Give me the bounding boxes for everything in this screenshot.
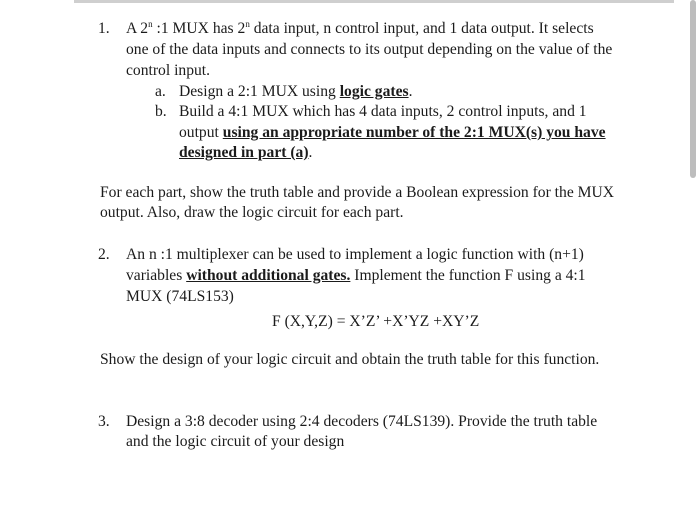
each-part-line-2: output. Also, draw the logic circuit for each part. <box>100 204 404 221</box>
question-1-line-3: control input. <box>126 62 211 79</box>
function-equation: F (X,Y,Z) = X’Z’ +X’YZ +XY’Z <box>272 313 480 330</box>
part-b-letter: b. <box>155 103 167 120</box>
question-1-line-2: one of the data inputs and connects to its output depending on the value of the <box>126 41 613 58</box>
question-2-number: 2. <box>98 246 110 263</box>
top-divider <box>74 0 674 3</box>
each-part-line-1: For each part, show the truth table and provide a Boolean expression for the MUX <box>100 184 615 201</box>
question-2-line-2: variables without additional gates. Implement the function F using a 4:1 <box>126 267 586 284</box>
question-2-line-3: MUX (74LS153) <box>126 288 234 305</box>
part-b-line-1: Build a 4:1 MUX which has 4 data inputs, 2 control inputs, and 1 <box>179 103 587 120</box>
scrollbar-thumb[interactable] <box>690 0 696 178</box>
question-3-line-1: Design a 3:8 decoder using 2:4 decoders (74LS139). Provide the truth table <box>126 413 598 430</box>
question-1-line-1: A 2$^n$ :1 MUX has 2$^n$ data input, n control input, and 1 data output. It selects <box>126 19 594 37</box>
question-3-line-2: and the logic circuit of your design <box>126 433 345 450</box>
part-a-text: Design a 2:1 MUX using logic gates. <box>179 83 413 100</box>
question-3-number: 3. <box>98 413 110 430</box>
part-a-letter: a. <box>155 83 166 100</box>
question-1-number: 1. <box>98 20 110 37</box>
part-b-line-2: output using an appropriate number of the 2:1 MUX(s) you have <box>179 124 606 141</box>
part-b-line-3: designed in part (a). <box>179 144 313 161</box>
show-design-text: Show the design of your logic circuit and obtain the truth table for this function. <box>100 351 600 368</box>
question-2-line-1: An n :1 multiplexer can be used to implement a logic function with (n+1) <box>126 246 584 263</box>
